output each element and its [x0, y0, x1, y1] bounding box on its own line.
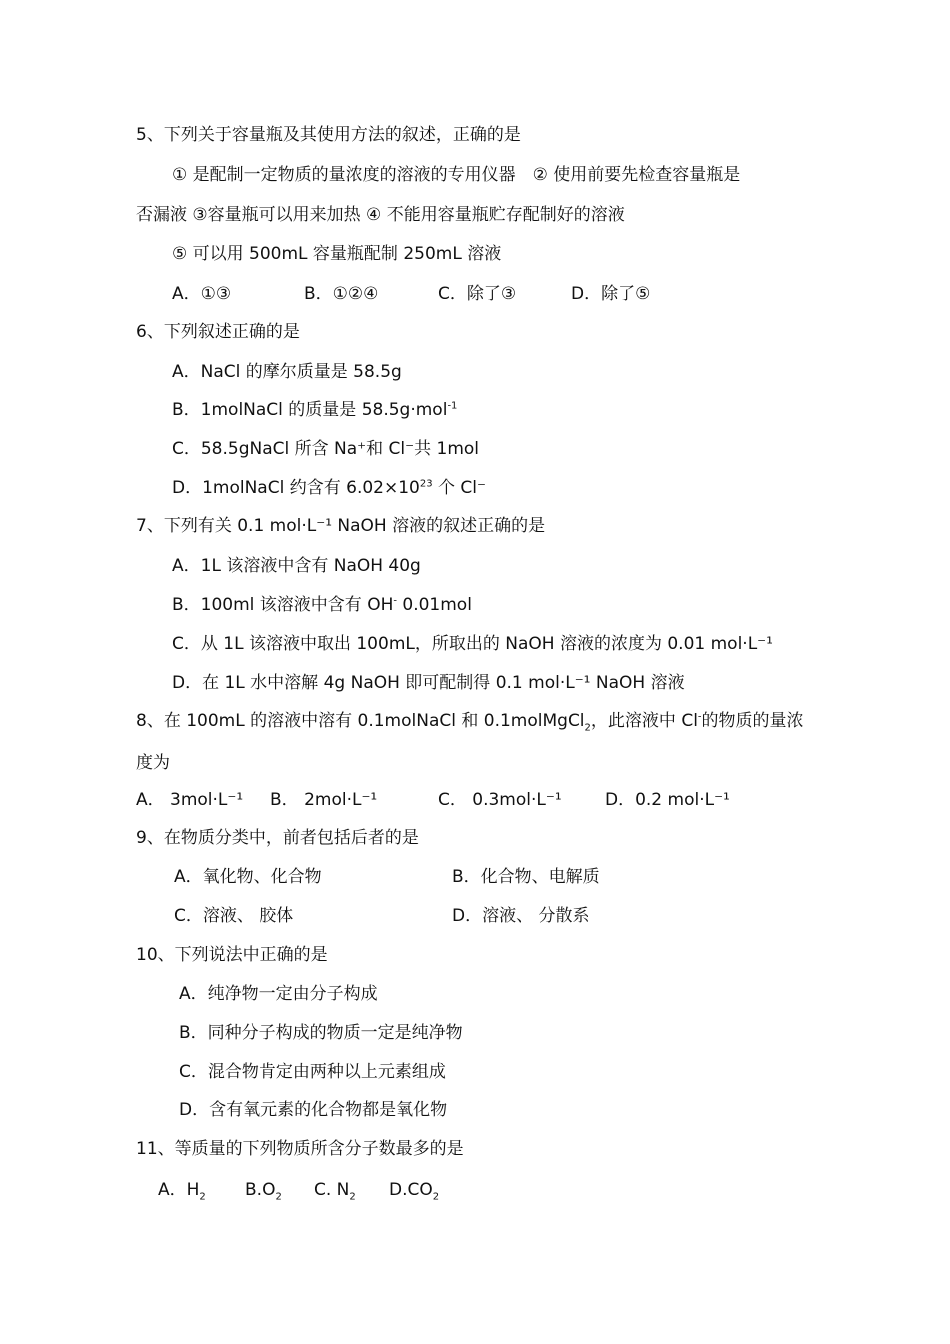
q5-option-c: C．除了③ [438, 284, 517, 304]
q6-stem: 6、下列叙述正确的是 [136, 322, 300, 342]
q6-option-c: C．58.5gNaCl 所含 Na⁺和 Cl⁻共 1mol [172, 439, 480, 459]
q5-option-b: B．①②④ [304, 284, 379, 304]
q11-stem: 11、等质量的下列物质所含分子数最多的是 [136, 1139, 464, 1159]
q8-option-c: C． 0.3mol·L⁻¹ [438, 790, 562, 810]
q11-option-c: C. $N_2$ [314, 1180, 356, 1203]
q8-option-d: D．0.2 mol·L⁻¹ [605, 790, 730, 810]
q8-stem-continued: 度为 [136, 753, 170, 773]
q5-option-a: A．①③ [172, 284, 232, 304]
q10-option-d: D．含有氧元素的化合物都是氧化物 [179, 1100, 448, 1120]
q5-stem: 5、下列关于容量瓶及其使用方法的叙述，正确的是 [136, 125, 521, 145]
q5-statement-line-2: 否漏液 ③容量瓶可以用来加热 ④ 不能用容量瓶贮存配制好的溶液 [136, 205, 625, 225]
q8-stem: 8、在 100mL 的溶液中溶有 0.1molNaCl 和 0.1molMgCl$_2$，此溶液中 Cl-的物质的量浓 [136, 711, 804, 734]
q10-option-c: C．混合物肯定由两种以上元素组成 [179, 1062, 446, 1082]
q8-option-a: A． 3mol·L⁻¹ [136, 790, 244, 810]
q6-option-a: A．NaCl 的摩尔质量是 58.5g [172, 362, 402, 382]
q8-option-b: B． 2mol·L⁻¹ [270, 790, 378, 810]
q11-option-d: $D.CO_2$ [389, 1180, 440, 1203]
q5-option-d: D．除了⑤ [571, 284, 651, 304]
q7-option-d: D．在 1L 水中溶解 4g NaOH 即可配制得 0.1 mol·L⁻¹ NaOH 溶液 [172, 673, 685, 693]
q7-stem: 7、下列有关 0.1 mol·L⁻¹ NaOH 溶液的叙述正确的是 [136, 516, 546, 536]
q9-option-a: A．氧化物、化合物 [174, 867, 322, 887]
q7-option-c: C．从 1L 该溶液中取出 100mL，所取出的 NaOH 溶液的浓度为 0.01 mol·L⁻¹ [172, 634, 773, 654]
q9-option-d: D．溶液、 分散系 [452, 906, 590, 926]
q10-option-b: B．同种分子构成的物质一定是纯净物 [179, 1023, 463, 1043]
q10-option-a: A．纯净物一定由分子构成 [179, 984, 378, 1004]
q5-statement-line-1: ① 是配制一定物质的量浓度的溶液的专用仪器 ② 使用前要先检查容量瓶是 [172, 165, 741, 185]
q11-option-a: A．$H_2$ [158, 1180, 206, 1203]
q10-stem: 10、下列说法中正确的是 [136, 945, 328, 965]
q9-option-c: C．溶液、 胶体 [174, 906, 294, 926]
q7-option-a: A．1L 该溶液中含有 NaOH 40g [172, 556, 421, 576]
q9-stem: 9、在物质分类中，前者包括后者的是 [136, 828, 419, 848]
q6-option-b: B．1molNaCl 的质量是 58.5g·mol$^{-1}$ [172, 400, 458, 420]
q6-option-d: D．1molNaCl 约含有 $6.02\times 10^{23}$ 个 Cl⁻ [172, 478, 486, 498]
q7-option-b: B．100ml 该溶液中含有 OH- 0.01mol [172, 595, 472, 615]
q5-statement-line-3: ⑤ 可以用 500mL 容量瓶配制 250mL 溶液 [172, 244, 502, 264]
q11-option-b: $B.O_2$ [245, 1180, 282, 1203]
q9-option-b: B．化合物、电解质 [452, 867, 600, 887]
